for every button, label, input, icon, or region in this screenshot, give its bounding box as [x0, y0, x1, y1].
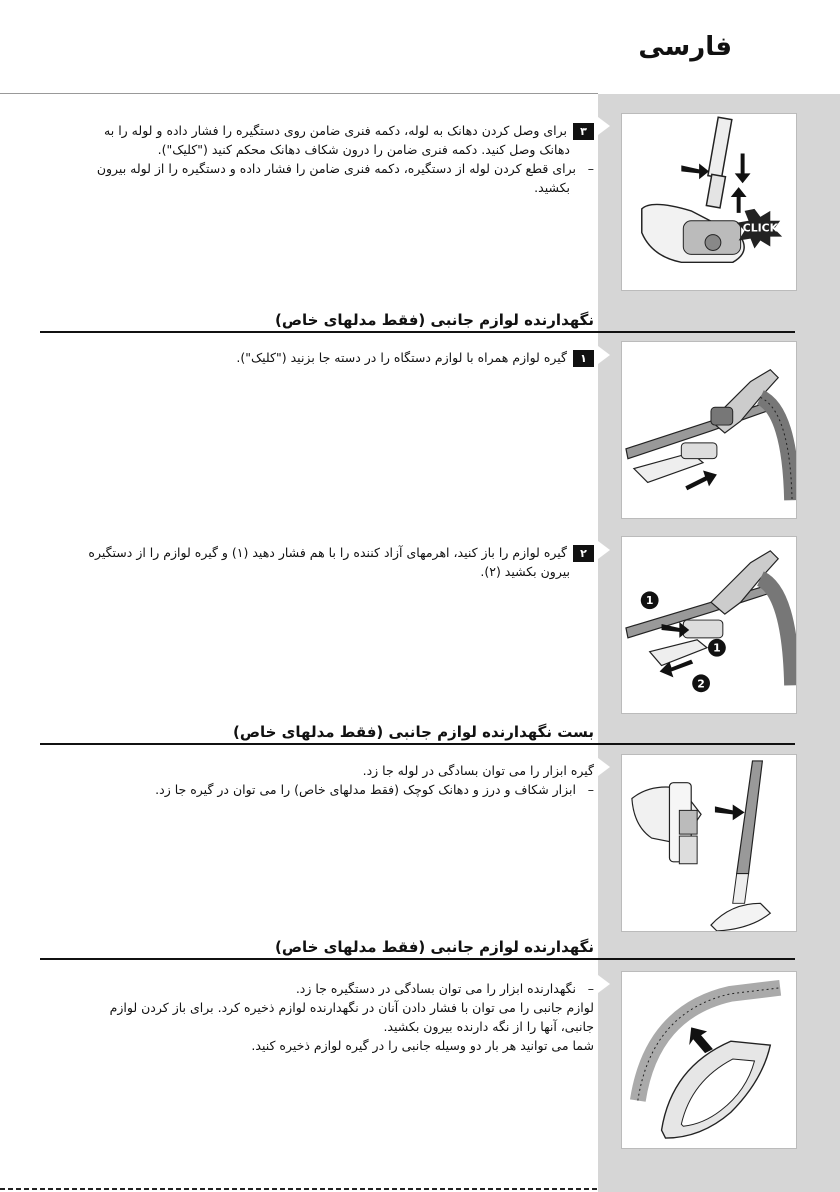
section-heading-accessory-holder-2: نگهدارنده لوازم جانبی (فقط مدلهای خاص) — [274, 938, 594, 956]
step-3-line-2: دهانک وصل کنید. دکمه فنری ضامن را درون شکاف دهانک محکم کنید ("کلیک"). — [157, 142, 570, 157]
step-3-text — [34, 121, 594, 197]
step-3-bullet-line-2: بکشید. — [534, 180, 570, 195]
page-language-title: فارسی — [638, 32, 732, 62]
click-label: CLICK — [742, 221, 779, 235]
attach-clip-illustration — [622, 342, 796, 518]
arrow-icon — [681, 163, 709, 179]
arrow-icon — [685, 471, 717, 491]
panel-notch — [598, 117, 610, 135]
illustration-nozzle-click — [621, 113, 797, 291]
section-heading-accessory-clip: بست نگهدارنده لوازم جانبی (فقط مدلهای خاص) — [232, 723, 594, 741]
callout-1-label: 1 — [645, 594, 654, 608]
illustration-attach-clip — [621, 341, 797, 519]
clip-bullet: ابزار شکاف و درز و دهانک کوچک (فقط مدلهای خاص) را می توان در گیره جا زد. — [155, 782, 576, 797]
illustration-remove-clip — [621, 536, 797, 714]
holder-bullet: نگهدارنده ابزار را می توان بسادگی در دستگیره جا زد. — [295, 981, 576, 996]
holder-line-3: جانبی، آنها را از نگه دارنده بیرون بکشید. — [383, 1019, 594, 1034]
arrow-icon — [689, 1027, 713, 1053]
section-rule — [40, 958, 795, 960]
remove-clip-illustration — [622, 537, 796, 713]
step-1-line: گیره لوازم همراه با لوازم دستگاه را در دسته جا بزنید ("کلیک"). — [236, 350, 567, 365]
clip-text — [34, 761, 594, 799]
clip-line-1: گیره ابزار را می توان بسادگی در لوله جا زد. — [362, 763, 594, 778]
step-3-line-1: برای وصل کردن دهانک به لوله، دکمه فنری ضامن روی دستگیره را فشار داده و لوله را به — [104, 123, 567, 138]
arrow-icon — [731, 187, 747, 213]
step-number-icon: ۳ — [573, 123, 594, 140]
footer-crop-line — [0, 1188, 600, 1190]
panel-notch — [598, 758, 610, 776]
bullet-dash: – — [587, 981, 594, 996]
panel-notch — [598, 541, 610, 559]
step-number-icon: ۲ — [573, 545, 594, 562]
bullet-dash: – — [587, 782, 594, 797]
step-2-line-2: بیرون بکشید (۲). — [480, 564, 570, 579]
panel-notch — [598, 346, 610, 364]
section-rule — [40, 331, 795, 333]
step-2-line-1: گیره لوازم را باز کنید، اهرمهای آزاد کننده را با هم فشار دهید (۱) و گیره لوازم را از دستگیره — [88, 545, 567, 560]
tool-clip-illustration — [622, 755, 796, 931]
holder-line-4: شما می توانید هر بار دو وسیله جانبی را در گیره لوازم ذخیره کنید. — [251, 1038, 594, 1053]
step-number-icon: ۱ — [573, 350, 594, 367]
illustration-holder — [621, 971, 797, 1149]
arrow-icon — [715, 804, 745, 820]
callout-1-label: 1 — [713, 641, 721, 655]
illustration-tool-clip — [621, 754, 797, 932]
nozzle-click-illustration — [622, 114, 796, 290]
section-rule — [40, 743, 795, 745]
holder-text — [34, 979, 594, 1055]
step-1-text — [34, 348, 594, 367]
header-rule — [0, 93, 598, 94]
holder-line-2: لوازم جانبی را می توان با فشار دادن آنان در نگهدارنده لوازم ذخیره کرد. برای باز کردن لوازم — [109, 1000, 594, 1015]
arrow-icon — [735, 154, 751, 184]
section-heading-accessory-holder: نگهدارنده لوازم جانبی (فقط مدلهای خاص) — [274, 311, 594, 329]
holder-illustration — [622, 972, 796, 1148]
bullet-dash: – — [587, 161, 594, 176]
step-2-text — [34, 543, 594, 581]
step-3-bullet-line-1: برای قطع کردن لوله از دستگیره، دکمه فنری ضامن را فشار داده و دستگیره را از لوله بیرون — [96, 161, 576, 176]
callout-2-label: 2 — [697, 677, 705, 691]
panel-notch — [598, 975, 610, 993]
